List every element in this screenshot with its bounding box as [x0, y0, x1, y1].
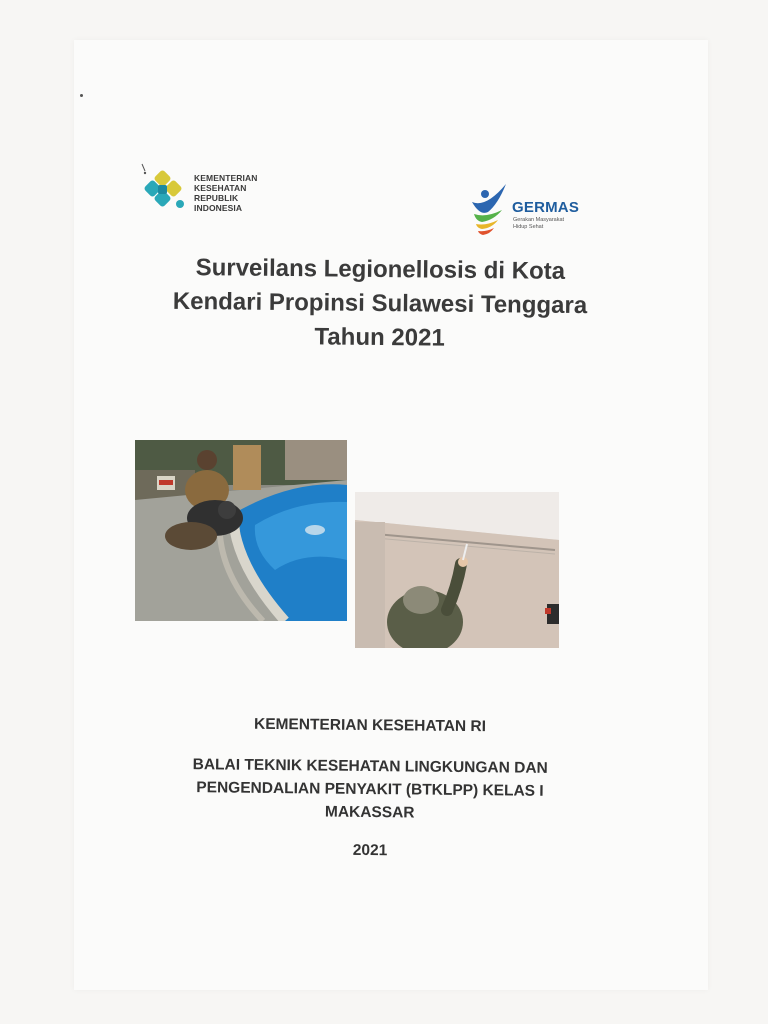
- kemenkes-emblem-icon: [140, 162, 192, 222]
- institution-line: MAKASSAR: [324, 803, 415, 822]
- kemenkes-logo: [140, 162, 270, 222]
- kemenkes-logo-line: KESEHATAN: [194, 183, 247, 193]
- germas-logo-tagline: [513, 217, 564, 231]
- footer-ministry: KEMENTERIAN KESEHATAN RI: [253, 715, 487, 736]
- kemenkes-logo-text: [194, 173, 257, 213]
- title-line: Tahun 2021: [314, 323, 445, 352]
- ceiling-sampling-photo: [355, 492, 559, 648]
- germas-logo: [468, 182, 598, 242]
- footer-institution: [150, 753, 591, 827]
- footer-year: 2021: [352, 841, 388, 860]
- pool-sampling-photo: [135, 440, 347, 621]
- kemenkes-logo-line: INDONESIA: [194, 203, 243, 213]
- kemenkes-logo-line: KEMENTERIAN: [194, 173, 258, 183]
- kemenkes-logo-line: REPUBLIK: [194, 193, 239, 203]
- ceiling-sampling-photo-icon: [355, 492, 559, 648]
- pool-sampling-photo-icon: [135, 440, 347, 621]
- germas-logo-title: GERMAS: [512, 199, 580, 216]
- document-title: [119, 250, 640, 357]
- germas-tagline-line: Hidup Sehat: [513, 224, 544, 230]
- germas-tagline-line: Gerakan Masyarakat: [513, 217, 565, 223]
- germas-figure-icon: [468, 182, 512, 240]
- institution-line: BALAI TEKNIK KESEHATAN LINGKUNGAN DAN: [192, 756, 548, 777]
- title-line: Kendari Propinsi Sulawesi Tenggara: [172, 287, 588, 320]
- institution-line: PENGENDALIAN PENYAKIT (BTKLPP) KELAS I: [196, 779, 544, 800]
- scan-speck: [80, 94, 83, 97]
- title-line: Surveilans Legionellosis di Kota: [195, 254, 566, 285]
